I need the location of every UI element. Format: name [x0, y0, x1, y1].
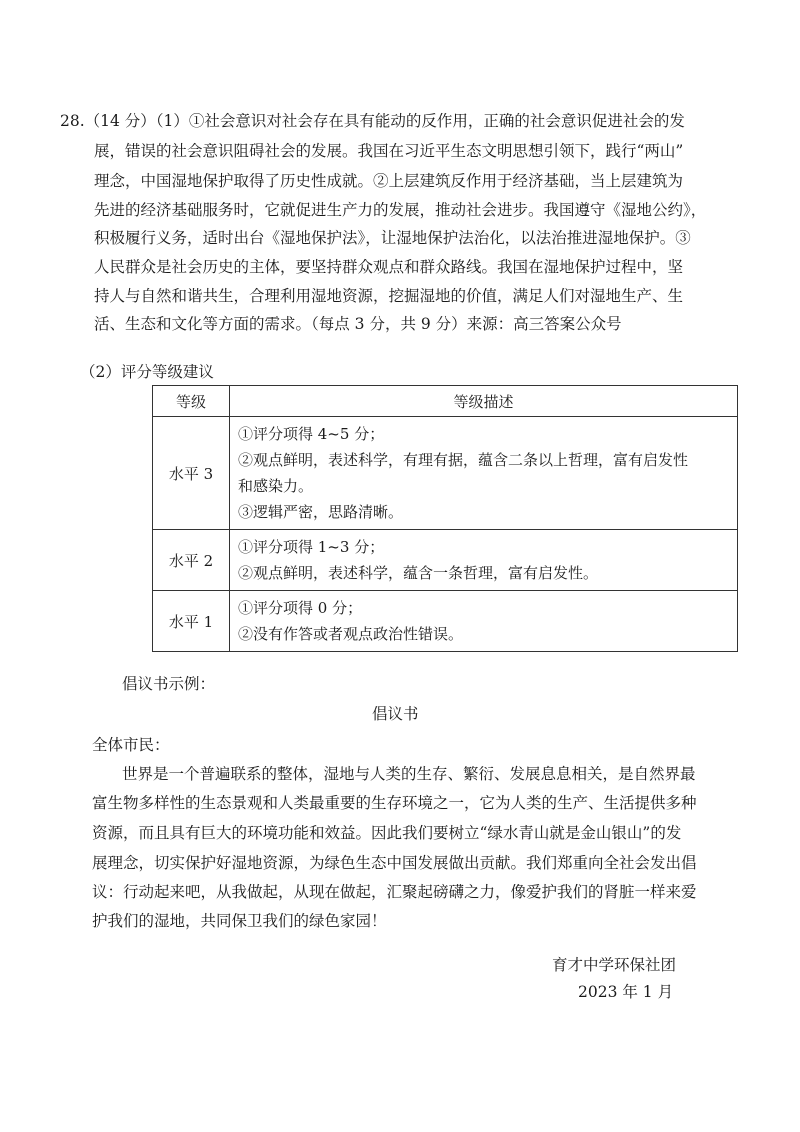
question-line-4: 先进的经济基础服务时，它就促进生产力的发展，推动社会进步。我国遵守《湿地公约》， [94, 201, 707, 219]
level-cell: 水平 1 [153, 591, 230, 652]
proposal-organization: 育才中学环保社团 [552, 956, 677, 974]
proposal-title: 倡议书 [372, 705, 419, 723]
proposal-body-line: 议：行动起来吧，从我做起，从现在做起，汇聚起磅礴之力，像爱护我们的肾脏一样来爱 [92, 883, 697, 901]
proposal-salutation: 全体市民： [92, 736, 170, 754]
table-row [153, 530, 738, 591]
proposal-body-line: 资源，而且具有巨大的环境功能和效益。因此我们要树立“绿水青山就是金山银山”的发 [92, 824, 682, 842]
description-line: ①评分项得 4~5 分； [238, 425, 385, 443]
description-line: 和感染力。 [238, 477, 314, 495]
question-line-6: 人民群众是社会历史的主体，要坚持群众观点和群众路线。我国在湿地保护过程中，坚 [94, 258, 684, 276]
description-cell [230, 530, 738, 591]
question-line-8: 活、生态和文化等方面的需求。（每点 3 分，共 9 分）来源：高三答案公众号 [94, 315, 622, 333]
description-line: ①评分项得 1~3 分； [238, 538, 385, 556]
level-cell: 水平 2 [153, 530, 230, 591]
section-2-heading: （2）评分等级建议 [80, 363, 214, 381]
description-line: ②观点鲜明，表述科学，有理有据，蕴含二条以上哲理，富有启发性 [238, 451, 689, 469]
table-header-row [153, 386, 738, 417]
proposal-date: 2023 年 1 月 [578, 983, 674, 1001]
grading-table [152, 385, 738, 652]
proposal-body-line: 世界是一个普遍联系的整体，湿地与人类的生存、繁衍、发展息息相关，是自然界最 [122, 765, 696, 783]
question-line-2: 展，错误的社会意识阻碍社会的发展。我国在习近平生态文明思想引领下，践行“两山” [94, 142, 684, 160]
description-line: ①评分项得 0 分； [238, 599, 363, 617]
example-intro: 倡议书示例： [122, 675, 216, 693]
question-line-1: 28.（14 分）（1）①社会意识对社会存在具有能动的反作用，正确的社会意识促进社会的发 [60, 112, 685, 130]
header-level: 等级 [153, 386, 230, 417]
description-line: ③逻辑严密，思路清晰。 [238, 503, 404, 521]
table-row [153, 417, 738, 530]
description-cell [230, 591, 738, 652]
question-line-7: 持人与自然和谐共生，合理利用湿地资源，挖掘湿地的价值，满足人们对湿地生产、生 [94, 287, 684, 305]
proposal-body-line: 护我们的湿地，共同保卫我们的绿色家园！ [92, 912, 387, 930]
description-cell [230, 417, 738, 530]
proposal-body-line: 富生物多样性的生态景观和人类最重要的生存环境之一，它为人类的生产、生活提供多种 [92, 794, 697, 812]
table-row [153, 591, 738, 652]
question-line-3: 理念，中国湿地保护取得了历史性成就。②上层建筑反作用于经济基础，当上层建筑为 [94, 172, 684, 190]
description-line: ②没有作答或者观点政治性错误。 [238, 625, 464, 643]
level-cell: 水平 3 [153, 417, 230, 530]
question-line-5: 积极履行义务，适时出台《湿地保护法》，让湿地保护法治化，以法治推进湿地保护。③ [94, 229, 691, 247]
header-description: 等级描述 [230, 386, 738, 417]
description-line: ②观点鲜明，表述科学，蕴含一条哲理，富有启发性。 [238, 564, 599, 582]
proposal-body-line: 展理念，切实保护好湿地资源，为绿色生态中国发展做出贡献。我们郑重向全社会发出倡 [92, 854, 697, 872]
